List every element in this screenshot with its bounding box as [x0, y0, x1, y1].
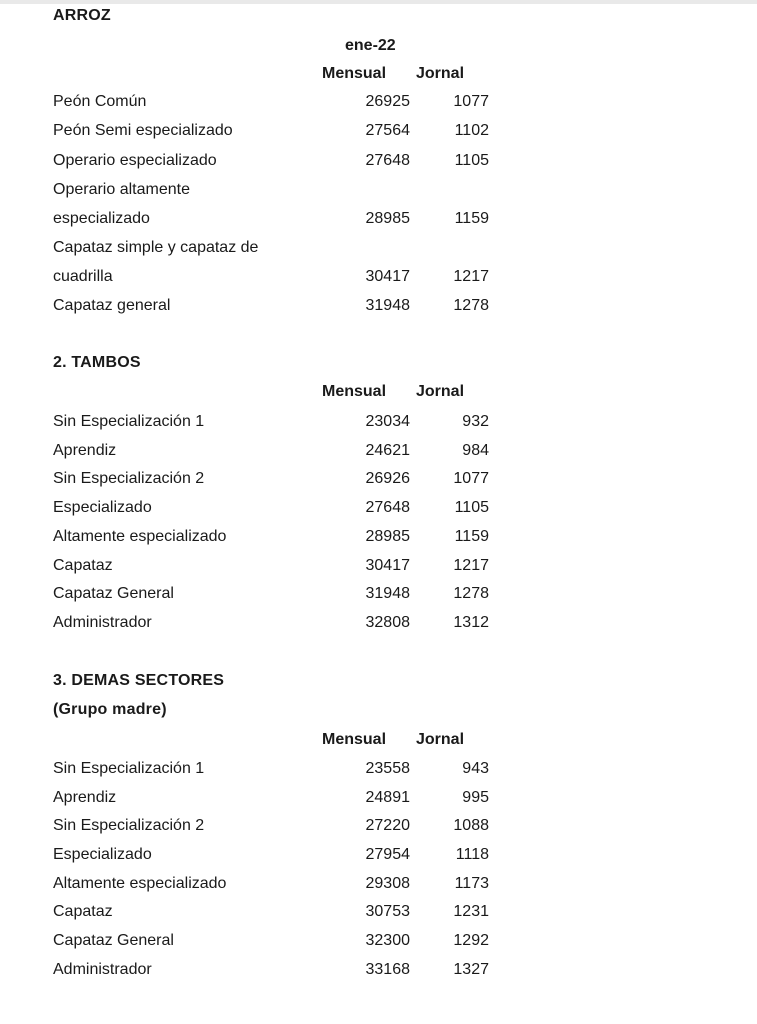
row-label: Aprendiz: [53, 789, 117, 806]
cell-mensual: 30753: [365, 903, 410, 920]
row-label: Peón Semi especializado: [53, 122, 233, 139]
cell-mensual: 28985: [365, 210, 410, 227]
cell-mensual: 26926: [365, 470, 410, 487]
row-label: Sin Especialización 2: [53, 470, 205, 487]
cell-mensual: 24891: [365, 789, 410, 806]
cell-mensual: 29308: [365, 875, 410, 892]
cell-jornal: 1105: [454, 152, 489, 169]
col-header-mensual: Mensual: [322, 731, 387, 748]
cell-mensual: 27648: [365, 152, 410, 169]
cell-mensual: 33168: [365, 961, 410, 978]
row-label: Sin Especialización 2: [53, 817, 205, 834]
cell-mensual: 27564: [365, 122, 410, 139]
row-label-cont: especializado: [53, 210, 150, 227]
cell-mensual: 27648: [365, 499, 410, 516]
cell-mensual: 32808: [365, 614, 410, 631]
cell-jornal: 984: [462, 442, 489, 459]
cell-jornal: 1159: [454, 528, 489, 545]
section-subtitle: (Grupo madre): [53, 701, 167, 718]
col-header-jornal: Jornal: [416, 731, 465, 748]
cell-jornal: 1077: [453, 93, 489, 110]
section-title-tambos: 2. TAMBOS: [53, 354, 141, 371]
row-label: Peón Común: [53, 93, 147, 110]
row-label: Operario especializado: [53, 152, 217, 169]
col-header-jornal: Jornal: [416, 65, 465, 82]
row-label: Altamente especializado: [53, 875, 227, 892]
row-label: Capataz: [53, 903, 113, 920]
section-title-demas-sectores: 3. DEMAS SECTORES: [53, 672, 225, 689]
cell-jornal: 1278: [453, 297, 489, 314]
cell-jornal: 1231: [453, 903, 489, 920]
cell-jornal: 1327: [453, 961, 489, 978]
row-label: Operario altamente: [53, 181, 190, 198]
period-header: ene-22: [345, 37, 396, 54]
row-label: Capataz general: [53, 297, 171, 314]
cell-jornal: 1173: [454, 875, 489, 892]
cell-jornal: 932: [462, 413, 489, 430]
row-label: Especializado: [53, 499, 152, 516]
row-label: Aprendiz: [53, 442, 117, 459]
cell-mensual: 24621: [365, 442, 410, 459]
cell-jornal: 1102: [454, 122, 489, 139]
row-label: Altamente especializado: [53, 528, 227, 545]
cell-jornal: 1077: [453, 470, 489, 487]
col-header-mensual: Mensual: [322, 383, 387, 400]
row-label: Sin Especialización 1: [53, 413, 205, 430]
cell-jornal: 995: [462, 789, 489, 806]
cell-mensual: 30417: [365, 268, 410, 285]
row-label: Administrador: [53, 961, 152, 978]
row-label: Capataz simple y capataz de: [53, 239, 259, 256]
row-label: Capataz: [53, 557, 113, 574]
cell-mensual: 23558: [365, 760, 410, 777]
col-header-jornal: Jornal: [416, 383, 465, 400]
cell-mensual: 30417: [365, 557, 410, 574]
row-label: Sin Especialización 1: [53, 760, 205, 777]
cell-jornal: 1105: [454, 499, 489, 516]
cell-jornal: 1312: [453, 614, 489, 631]
col-header-mensual: Mensual: [322, 65, 387, 82]
row-label: Administrador: [53, 614, 152, 631]
cell-mensual: 26925: [365, 93, 410, 110]
cell-jornal: 1278: [453, 585, 489, 602]
cell-jornal: 1292: [453, 932, 489, 949]
cell-mensual: 32300: [365, 932, 410, 949]
cell-mensual: 31948: [365, 297, 410, 314]
cell-mensual: 23034: [365, 413, 410, 430]
cell-mensual: 27220: [365, 817, 410, 834]
cell-jornal: 1159: [454, 210, 489, 227]
cell-jornal: 1217: [453, 557, 489, 574]
cell-jornal: 1217: [453, 268, 489, 285]
cell-mensual: 28985: [365, 528, 410, 545]
cell-jornal: 1118: [455, 846, 489, 863]
cell-jornal: 943: [462, 760, 489, 777]
row-label-cont: cuadrilla: [53, 268, 113, 285]
row-label: Capataz General: [53, 932, 174, 949]
cell-mensual: 27954: [365, 846, 410, 863]
section-title-arroz: ARROZ: [53, 7, 111, 24]
cell-mensual: 31948: [365, 585, 410, 602]
cell-jornal: 1088: [453, 817, 489, 834]
row-label: Especializado: [53, 846, 152, 863]
row-label: Capataz General: [53, 585, 174, 602]
